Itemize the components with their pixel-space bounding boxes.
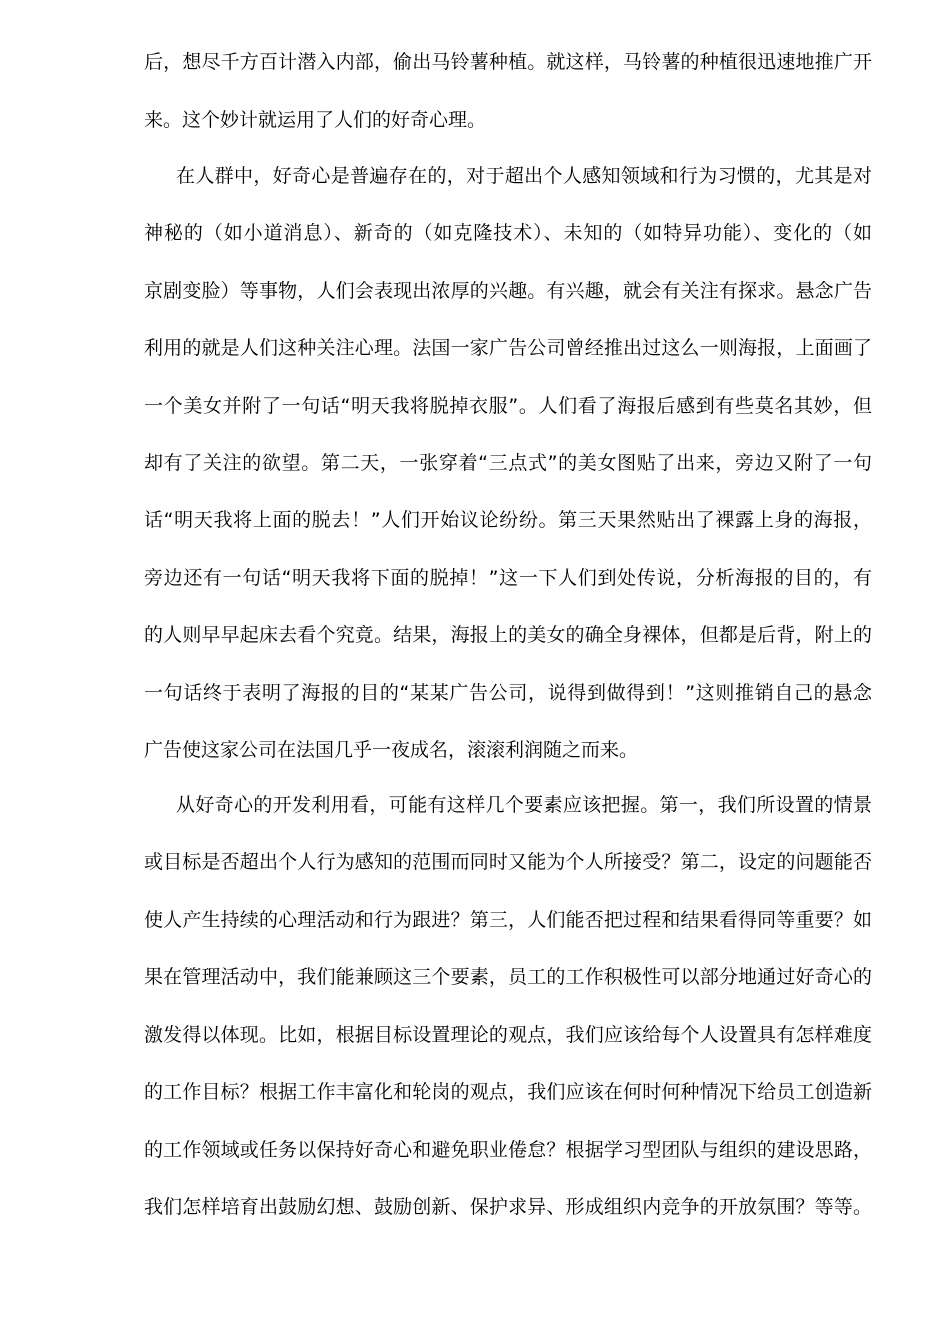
text-line: 的人则早早起床去看个究竟。结果，海报上的美女的确全身裸体，但都是后背，附上的	[144, 624, 872, 646]
text-line: 在人群中，好奇心是普遍存在的，对于超出个人感知领域和行为习惯的，尤其是对	[176, 165, 872, 187]
text-line: 京剧变脸）等事物，人们会表现出浓厚的兴趣。有兴趣，就会有关注有探求。悬念广告	[144, 280, 872, 302]
text-line: 神秘的（如小道消息）、新奇的（如克隆技术）、未知的（如特异功能）、变化的（如	[144, 222, 872, 244]
text-line: 使人产生持续的心理活动和行为跟进？第三，人们能否把过程和结果看得同等重要？如	[144, 909, 872, 931]
text-line: 激发得以体现。比如，根据目标设置理论的观点，我们应该给每个人设置具有怎样难度	[144, 1024, 872, 1046]
text-line: 旁边还有一句话“明天我将下面的脱掉！”这一下人们到处传说，分析海报的目的，有	[144, 567, 872, 589]
text-line: 一句话终于表明了海报的目的“某某广告公司，说得到做得到！”这则推销自己的悬念	[144, 682, 872, 704]
text-line: 或目标是否超出个人行为感知的范围而同时又能为个人所接受？第二，设定的问题能否	[144, 851, 872, 873]
text-line: 来。这个妙计就运用了人们的好奇心理。	[144, 109, 487, 131]
text-line: 从好奇心的开发利用看，可能有这样几个要素应该把握。第一，我们所设置的情景	[176, 794, 872, 816]
text-line: 却有了关注的欲望。第二天，一张穿着“三点式”的美女图贴了出来，旁边又附了一句	[144, 452, 872, 474]
text-line: 我们怎样培育出鼓励幻想、鼓励创新、保护求异、形成组织内竞争的开放氛围？等等。	[144, 1196, 872, 1218]
text-line: 的工作领域或任务以保持好奇心和避免职业倦怠？根据学习型团队与组织的建设思路，	[144, 1139, 872, 1161]
text-line: 后，想尽千方百计潜入内部，偷出马铃薯种植。就这样，马铃薯的种植很迅速地推广开	[144, 51, 872, 73]
text-line: 话“明天我将上面的脱去！”人们开始议论纷纷。第三天果然贴出了裸露上身的海报，	[144, 509, 872, 531]
text-line: 果在管理活动中，我们能兼顾这三个要素，员工的工作积极性可以部分地通过好奇心的	[144, 966, 872, 988]
text-line: 利用的就是人们这种关注心理。法国一家广告公司曾经推出过这么一则海报，上面画了	[144, 337, 872, 359]
text-line: 一个美女并附了一句话“明天我将脱掉衣服”。人们看了海报后感到有些莫名其妙，但	[144, 395, 872, 417]
text-line: 广告使这家公司在法国几乎一夜成名，滚滚利润随之而来。	[144, 739, 639, 761]
text-line: 的工作目标？根据工作丰富化和轮岗的观点，我们应该在何时何种情况下给员工创造新	[144, 1081, 872, 1103]
